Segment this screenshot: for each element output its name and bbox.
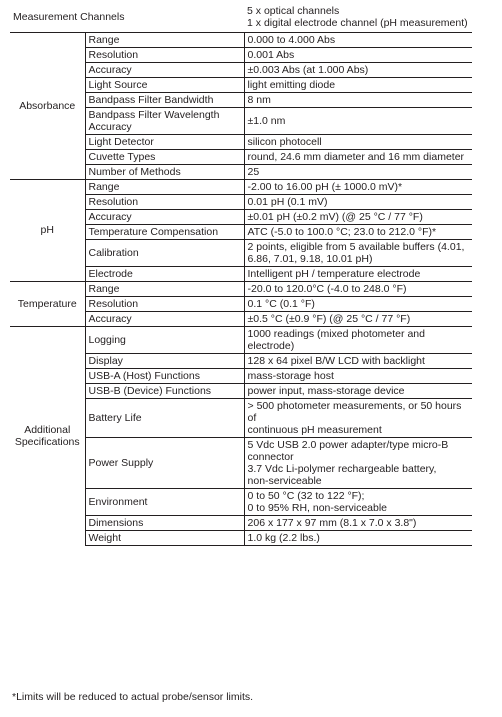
ph-category-label: pH bbox=[10, 179, 85, 281]
additional-specifications-weight-label: Weight bbox=[85, 530, 244, 545]
additional-specifications-power-supply-label: Power Supply bbox=[85, 437, 244, 488]
specifications-table bbox=[10, 2, 472, 546]
ph-accuracy-label: Accuracy bbox=[85, 209, 244, 224]
additional-specifications-dimensions-value: 206 x 177 x 97 mm (8.1 x 7.0 x 3.8") bbox=[244, 515, 472, 530]
temperature-range-label: Range bbox=[85, 281, 244, 296]
ph-resolution-label: Resolution bbox=[85, 194, 244, 209]
temperature-range-value: -20.0 to 120.0°C (-4.0 to 248.0 °F) bbox=[244, 281, 472, 296]
footnote: *Limits will be reduced to actual probe/sensor limits. bbox=[12, 691, 254, 703]
absorbance-category-label: Absorbance bbox=[10, 32, 85, 179]
absorbance-number-of-methods-value: 25 bbox=[244, 164, 472, 179]
additional-specifications-usb-a-host-functions-value: mass-storage host bbox=[244, 368, 472, 383]
absorbance-bandpass-filter-wavelength-accuracy-label: Bandpass Filter Wavelength Accuracy bbox=[85, 107, 244, 134]
ph-accuracy-value: ±0.01 pH (±0.2 mV) (@ 25 °C / 77 °F) bbox=[244, 209, 472, 224]
measurement-channels-label: Measurement Channels bbox=[13, 10, 125, 23]
absorbance-resolution-label: Resolution bbox=[85, 47, 244, 62]
additional-specifications-category-label: Additional Specifications bbox=[10, 326, 85, 545]
additional-specifications-display-label: Display bbox=[85, 353, 244, 368]
temperature-accuracy-value: ±0.5 °C (±0.9 °F) (@ 25 °C / 77 °F) bbox=[244, 311, 472, 326]
additional-specifications-environment-label: Environment bbox=[85, 488, 244, 515]
ph-calibration-label: Calibration bbox=[85, 239, 244, 266]
ph-electrode-label: Electrode bbox=[85, 266, 244, 281]
temperature-accuracy-label: Accuracy bbox=[85, 311, 244, 326]
additional-specifications-usb-b-device-functions-value: power input, mass-storage device bbox=[244, 383, 472, 398]
ph-range-label: Range bbox=[85, 179, 244, 194]
absorbance-accuracy-label: Accuracy bbox=[85, 62, 244, 77]
absorbance-cuvette-types-value: round, 24.6 mm diameter and 16 mm diameter bbox=[244, 149, 472, 164]
ph-temperature-compensation-label: Temperature Compensation bbox=[85, 224, 244, 239]
absorbance-accuracy-value: ±0.003 Abs (at 1.000 Abs) bbox=[244, 62, 472, 77]
ph-calibration-value: 2 points, eligible from 5 available buffers (4.01, 6.86, 7.01, 9.18, 10.01 pH) bbox=[244, 239, 472, 266]
temperature-range-row bbox=[10, 281, 472, 296]
additional-specifications-logging-label: Logging bbox=[85, 326, 244, 353]
absorbance-range-value: 0.000 to 4.000 Abs bbox=[244, 32, 472, 47]
absorbance-light-source-label: Light Source bbox=[85, 77, 244, 92]
ph-temperature-compensation-value: ATC (-5.0 to 100.0 °C; 23.0 to 212.0 °F)* bbox=[244, 224, 472, 239]
temperature-resolution-value: 0.1 °C (0.1 °F) bbox=[244, 296, 472, 311]
absorbance-bandpass-filter-bandwidth-label: Bandpass Filter Bandwidth bbox=[85, 92, 244, 107]
absorbance-number-of-methods-label: Number of Methods bbox=[85, 164, 244, 179]
measurement-channels-value: 5 x optical channels 1 x digital electrode channel (pH measurement) bbox=[247, 4, 468, 29]
absorbance-resolution-value: 0.001 Abs bbox=[244, 47, 472, 62]
additional-specifications-environment-value: 0 to 50 °C (32 to 122 °F); 0 to 95% RH, non-serviceable bbox=[244, 488, 472, 515]
ph-range-row bbox=[10, 179, 472, 194]
absorbance-range-row bbox=[10, 32, 472, 47]
absorbance-bandpass-filter-wavelength-accuracy-value: ±1.0 nm bbox=[244, 107, 472, 134]
absorbance-light-source-value: light emitting diode bbox=[244, 77, 472, 92]
ph-electrode-value: Intelligent pH / temperature electrode bbox=[244, 266, 472, 281]
absorbance-bandpass-filter-bandwidth-value: 8 nm bbox=[244, 92, 472, 107]
absorbance-light-detector-value: silicon photocell bbox=[244, 134, 472, 149]
additional-specifications-weight-value: 1.0 kg (2.2 lbs.) bbox=[244, 530, 472, 545]
ph-resolution-value: 0.01 pH (0.1 mV) bbox=[244, 194, 472, 209]
additional-specifications-usb-a-host-functions-label: USB-A (Host) Functions bbox=[85, 368, 244, 383]
absorbance-cuvette-types-label: Cuvette Types bbox=[85, 149, 244, 164]
temperature-category-label: Temperature bbox=[10, 281, 85, 326]
additional-specifications-battery-life-label: Battery Life bbox=[85, 398, 244, 437]
absorbance-range-label: Range bbox=[85, 32, 244, 47]
additional-specifications-power-supply-value: 5 Vdc USB 2.0 power adapter/type micro-B connector 3.7 Vdc Li-polymer rechargeable battery, non-serviceable bbox=[244, 437, 472, 488]
measurement-channels-row bbox=[10, 2, 472, 32]
temperature-resolution-label: Resolution bbox=[85, 296, 244, 311]
additional-specifications-battery-life-value: > 500 photometer measurements, or 50 hours of continuous pH measurement bbox=[244, 398, 472, 437]
additional-specifications-usb-b-device-functions-label: USB-B (Device) Functions bbox=[85, 383, 244, 398]
additional-specifications-dimensions-label: Dimensions bbox=[85, 515, 244, 530]
ph-range-value: -2.00 to 16.00 pH (± 1000.0 mV)* bbox=[244, 179, 472, 194]
additional-specifications-logging-row bbox=[10, 326, 472, 353]
additional-specifications-display-value: 128 x 64 pixel B/W LCD with backlight bbox=[244, 353, 472, 368]
absorbance-light-detector-label: Light Detector bbox=[85, 134, 244, 149]
additional-specifications-logging-value: 1000 readings (mixed photometer and electrode) bbox=[244, 326, 472, 353]
